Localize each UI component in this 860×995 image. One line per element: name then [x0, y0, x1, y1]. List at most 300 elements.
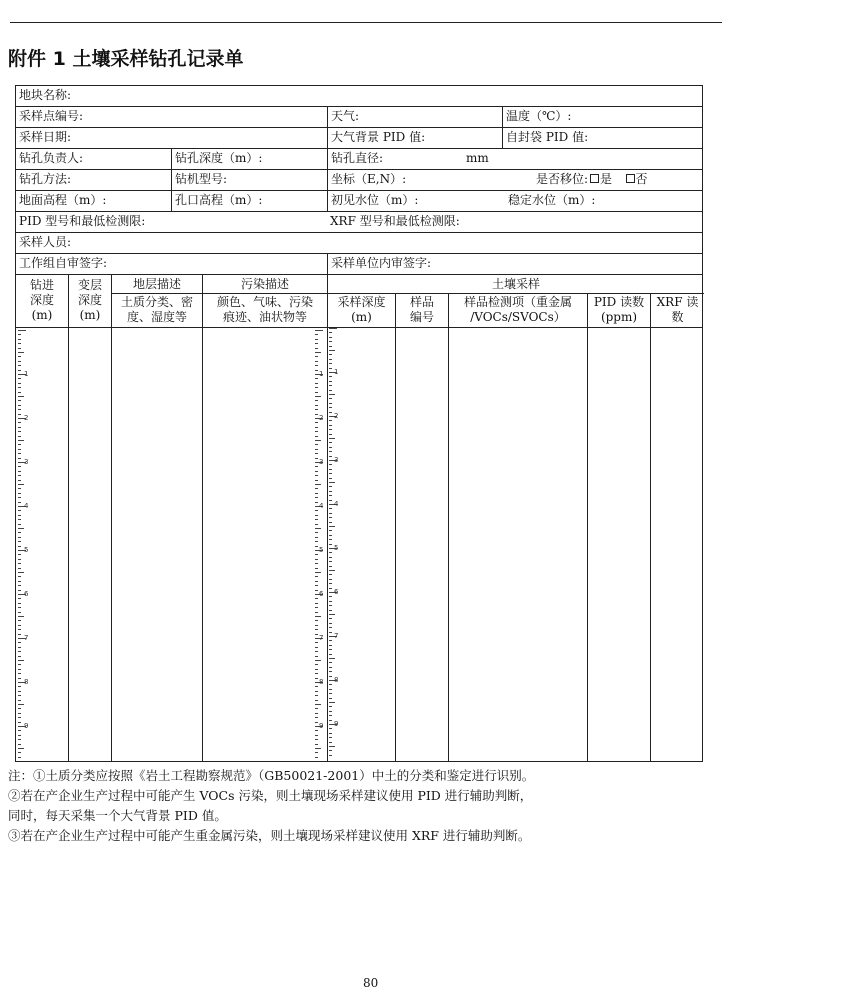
ruler-tick [18, 392, 21, 393]
ruler-tick [315, 528, 321, 529]
ruler-tick [329, 693, 332, 694]
ruler-tick [329, 517, 332, 518]
ruler-tick [18, 343, 21, 344]
ruler-tick [315, 554, 318, 555]
col-divider [111, 328, 112, 761]
ruler-tick [315, 400, 318, 401]
page-title: 附件 1 土壤采样钻孔记录单 [8, 48, 244, 70]
plot-name-field[interactable]: 地块名称: [19, 88, 72, 102]
ruler-tick [329, 601, 332, 602]
ruler-tick [315, 695, 318, 696]
col-layer-depth [68, 275, 111, 327]
ruler-number: 6 [24, 590, 29, 598]
ruler-tick [315, 466, 318, 467]
ruler-tick [315, 568, 318, 569]
row-instrument-models [16, 212, 702, 233]
ruler-tick [329, 610, 332, 611]
ruler-tick [315, 563, 318, 564]
pid-reading-h1: PID 读数 [593, 295, 645, 309]
ruler-tick [329, 381, 332, 382]
row-signatures [16, 254, 702, 275]
ruler-tick [315, 519, 318, 520]
ruler-tick [18, 559, 21, 560]
ruler-tick [329, 359, 332, 360]
ruler-tick [18, 436, 21, 437]
ruler-tick [315, 422, 318, 423]
relocated-yes-label: 是 [600, 172, 613, 186]
ruler-tick [329, 412, 332, 413]
ruler-tick [18, 708, 21, 709]
ruler-tick [18, 572, 24, 573]
ruler-tick [315, 704, 321, 705]
col-sample-depth [327, 294, 395, 327]
ruler-tick [315, 427, 318, 428]
col-divider [448, 328, 449, 761]
ruler-tick [329, 328, 337, 329]
ruler-tick [329, 640, 332, 641]
stable-water-label: 稳定水位（m）: [508, 193, 596, 207]
ruler-tick [329, 561, 332, 562]
ruler-tick [18, 361, 21, 362]
unit-sign-field[interactable]: 采样单位内审签字: [327, 254, 704, 274]
ruler-tick [329, 376, 332, 377]
ruler-tick [329, 605, 332, 606]
sample-depth-h2: (m) [351, 310, 372, 324]
ruler-tick [329, 451, 332, 452]
ruler-tick [18, 757, 21, 758]
ruler-tick [18, 576, 21, 577]
col-divider [587, 328, 588, 761]
coordinates-field[interactable] [327, 170, 704, 190]
ruler-tick [315, 656, 318, 657]
ruler-tick [329, 733, 332, 734]
ruler-tick [315, 348, 318, 349]
sampling-date-field[interactable]: 采样日期: [19, 130, 72, 144]
xrf-model-field[interactable]: XRF 型号和最低检测限: [330, 214, 460, 228]
ruler-tick [18, 519, 21, 520]
ruler-number: 9 [24, 722, 29, 730]
ruler-tick [18, 625, 21, 626]
ruler-tick [315, 458, 318, 459]
soil-sampling-header: 土壤采样 [327, 275, 704, 294]
ruler-tick [18, 409, 21, 410]
ruler-number: 8 [319, 678, 324, 686]
ruler-tick [315, 510, 318, 511]
ruler-tick [329, 728, 332, 729]
ruler-tick [315, 642, 318, 643]
ruler-tick [18, 730, 21, 731]
note-line: 注：①土质分类应按照《岩土工程勘察规范》（GB50021-2001）中土的分类和鉴定进行识别。 [8, 768, 535, 783]
ruler-tick [329, 473, 332, 474]
ruler-tick [315, 343, 318, 344]
ruler-tick [315, 744, 318, 745]
ruler-tick [315, 339, 318, 340]
ruler-tick [315, 546, 318, 547]
ruler-tick [18, 502, 21, 503]
ruler-number: 3 [24, 458, 29, 466]
relocated-yes-checkbox[interactable] [590, 174, 599, 183]
ruler-tick [329, 337, 332, 338]
ruler-tick [329, 398, 332, 399]
water-level-field[interactable] [327, 191, 704, 211]
bag-pid-field[interactable]: 自封袋 PID 值: [502, 128, 704, 148]
ruler-tick [315, 532, 318, 533]
notes [8, 766, 728, 846]
ruler-tick [315, 409, 318, 410]
ruler-tick [315, 559, 318, 560]
ruler-tick [18, 440, 24, 441]
drill-depth-h2: 深度 [29, 293, 54, 307]
ruler-tick [315, 757, 318, 758]
ruler-tick [18, 598, 21, 599]
ruler-tick [329, 429, 332, 430]
ruler-tick [329, 566, 332, 567]
ruler-tick [315, 647, 318, 648]
ruler-number: 2 [334, 412, 339, 420]
ruler-tick [329, 596, 332, 597]
drill-diameter-field[interactable] [327, 149, 704, 169]
ruler-number: 5 [24, 546, 29, 554]
ruler-tick [18, 444, 21, 445]
ruler-tick [18, 330, 26, 331]
ruler-tick [18, 616, 24, 617]
row-sampling-date [16, 128, 702, 149]
ruler-tick [18, 607, 21, 608]
ruler-tick [315, 515, 318, 516]
ruler-number: 9 [319, 722, 324, 730]
ruler-tick [315, 713, 318, 714]
weather-field[interactable]: 天气: [327, 107, 502, 127]
ruler-tick [315, 431, 318, 432]
ruler-tick [329, 689, 332, 690]
test-items-h2: /VOCs/SVOCs） [470, 310, 566, 324]
ruler-tick [315, 752, 318, 753]
ruler-tick [329, 420, 332, 421]
ruler-tick [329, 552, 332, 553]
ruler-tick [18, 656, 21, 657]
ruler-tick [329, 385, 332, 386]
ruler-number: 4 [319, 502, 324, 510]
ruler-tick [18, 378, 21, 379]
col-drill-depth [16, 275, 68, 327]
ruler-tick [18, 400, 21, 401]
ruler-tick [329, 667, 332, 668]
ruler-tick [18, 647, 21, 648]
ruler-tick [18, 691, 21, 692]
ruler-tick [315, 378, 318, 379]
ruler-tick [329, 434, 332, 435]
ruler-tick [315, 444, 318, 445]
ruler-tick [329, 478, 332, 479]
ruler-number: 3 [319, 458, 324, 466]
ruler-tick [315, 607, 318, 608]
ruler-tick [18, 488, 21, 489]
ruler-tick [315, 370, 318, 371]
ruler-tick [315, 361, 318, 362]
ruler-tick [18, 664, 21, 665]
ruler-tick [315, 730, 318, 731]
ruler-tick [18, 739, 21, 740]
ruler-tick [315, 686, 318, 687]
ruler-tick [315, 436, 318, 437]
ruler-tick [18, 634, 21, 635]
xrf-reading-h2: 数 [671, 310, 684, 324]
ruler-tick [18, 585, 21, 586]
ruler-tick [18, 563, 21, 564]
ruler-tick [329, 570, 335, 571]
strata-detail-l1: 土质分类、密 [120, 295, 193, 309]
ruler-tick [315, 708, 318, 709]
ruler-number: 6 [334, 588, 339, 596]
layer-depth-h2: 深度 [77, 293, 102, 307]
ruler-tick [329, 632, 332, 633]
row-drill-leader [16, 149, 702, 170]
ruler-tick [329, 469, 332, 470]
ruler-tick [18, 370, 21, 371]
ruler-tick [18, 546, 21, 547]
ruler-tick [18, 590, 21, 591]
ruler-number: 9 [334, 720, 339, 728]
ground-elevation-field[interactable]: 地面高程（m）: [19, 193, 107, 207]
sampler-field[interactable]: 采样人员: [19, 235, 72, 249]
ruler-tick [329, 350, 335, 351]
relocated-no-checkbox[interactable] [626, 174, 635, 183]
ruler-tick [329, 720, 332, 721]
col-divider [327, 328, 328, 761]
ruler-tick [18, 528, 24, 529]
ruler-tick [315, 748, 321, 749]
ruler-number: 2 [24, 414, 29, 422]
ruler-tick [315, 581, 318, 582]
ruler-tick [315, 629, 318, 630]
ruler-tick [329, 645, 332, 646]
ruler-tick [329, 447, 332, 448]
page-number: 80 [363, 976, 379, 990]
ruler-tick [329, 407, 332, 408]
ruler-tick [315, 634, 318, 635]
ruler-tick [329, 614, 335, 615]
ruler-tick [18, 449, 21, 450]
ruler-tick [18, 422, 21, 423]
ruler-tick [18, 695, 21, 696]
ruler-tick [18, 603, 21, 604]
col-sample-no [395, 294, 448, 327]
ruler-number: 1 [319, 370, 324, 378]
initial-water-label: 初见水位（m）: [331, 193, 419, 207]
ruler-tick [18, 484, 24, 485]
drill-depth-h1: 钻进 [29, 278, 54, 292]
layer-depth-h1: 变层 [77, 278, 102, 292]
ruler-tick [329, 618, 332, 619]
ruler-tick [329, 737, 332, 738]
ruler-tick [18, 365, 21, 366]
ruler-tick [315, 612, 318, 613]
col-pid-reading [587, 294, 650, 327]
ruler-number: 2 [319, 414, 324, 422]
drill-diameter-unit: mm [466, 151, 489, 165]
col-divider [650, 328, 651, 761]
ruler-tick [18, 356, 21, 357]
pid-model-field[interactable]: PID 型号和最低检测限: [19, 214, 146, 228]
sample-depth-h1: 采样深度 [337, 295, 386, 309]
drill-depth-field[interactable]: 钻孔深度（m）: [171, 149, 327, 169]
ruler-tick [329, 662, 332, 663]
ruler-tick [18, 414, 21, 415]
ruler-tick [315, 440, 321, 441]
ruler-tick [315, 484, 321, 485]
ruler-tick [329, 368, 332, 369]
ruler-tick [315, 356, 318, 357]
ruler-tick [329, 755, 332, 756]
ruler-tick [329, 684, 332, 685]
row-elevation [16, 191, 702, 212]
ruler-number: 7 [334, 632, 339, 640]
ruler-tick [18, 660, 24, 661]
col-divider [68, 328, 69, 761]
ruler-tick [18, 722, 21, 723]
ruler-tick [18, 352, 24, 353]
ruler-tick [18, 612, 21, 613]
ruler-tick [18, 471, 21, 472]
strata-detail-l2: 度、湿度等 [126, 310, 187, 324]
note-line: 同时，每天采集一个大气背景 PID 值。 [8, 808, 227, 823]
ruler-tick [18, 348, 21, 349]
drill-diameter-label: 钻孔直径: [331, 151, 384, 165]
ruler-tick [329, 539, 332, 540]
ruler-tick [18, 480, 21, 481]
ruler-tick [329, 341, 332, 342]
ruler-tick [329, 456, 332, 457]
ruler-tick [315, 334, 318, 335]
ruler-tick [18, 334, 21, 335]
row-sampler [16, 233, 702, 254]
ruler-number: 4 [24, 502, 29, 510]
ruler-tick [315, 590, 318, 591]
test-items-h1: 样品检测项（重金属 [463, 295, 572, 309]
relocated-label: 是否移位: [536, 172, 589, 186]
ruler-tick [315, 396, 321, 397]
ruler-tick [315, 669, 318, 670]
ruler-tick [18, 642, 21, 643]
ruler-tick [315, 735, 318, 736]
ruler-tick [18, 497, 21, 498]
ruler-number: 7 [319, 634, 324, 642]
ruler-tick [329, 482, 335, 483]
atm-pid-field[interactable]: 大气背景 PID 值: [327, 128, 502, 148]
drill-method-field[interactable]: 钻孔方法: [19, 172, 72, 186]
ruler-tick [18, 748, 24, 749]
ruler-tick [329, 588, 332, 589]
ruler-tick [315, 453, 318, 454]
ruler-tick [329, 363, 332, 364]
ruler-tick [315, 572, 321, 573]
drill-leader-field[interactable]: 钻孔负责人: [19, 151, 84, 165]
sample-point-no-field[interactable]: 采样点编号: [19, 109, 84, 123]
ruler-tick [18, 339, 21, 340]
pollution-detail [202, 294, 327, 327]
ruler-tick [18, 510, 21, 511]
ruler-tick [18, 458, 21, 459]
ruler-tick [315, 365, 318, 366]
ruler-tick [18, 678, 21, 679]
relocated-group [536, 170, 648, 189]
sample-no-h1: 样品 [409, 295, 434, 309]
ruler-tick [329, 530, 332, 531]
ruler-tick [18, 700, 21, 701]
ruler-tick [18, 405, 21, 406]
ruler-tick [315, 603, 318, 604]
ruler-tick [18, 686, 21, 687]
hole-elevation-field[interactable]: 孔口高程（m）: [171, 191, 327, 211]
ruler-tick [315, 616, 321, 617]
rig-model-field[interactable]: 钻机型号: [171, 170, 327, 190]
ruler-tick [315, 739, 318, 740]
ruler-tick [315, 717, 318, 718]
ruler-tick [315, 405, 318, 406]
temperature-field[interactable]: 温度（℃）: [502, 107, 704, 127]
ruler-tick [18, 673, 21, 674]
ruler-number: 6 [319, 590, 324, 598]
ruler-tick [329, 658, 335, 659]
ruler-number: 5 [334, 544, 339, 552]
ruler-tick [18, 735, 21, 736]
ruler-tick [315, 330, 323, 331]
ruler-tick [18, 620, 21, 621]
ruler-tick [329, 394, 335, 395]
ruler-tick [315, 449, 318, 450]
ruler-tick [18, 713, 21, 714]
ruler-tick [329, 526, 335, 527]
ruler-tick [315, 673, 318, 674]
relocated-no-label: 否 [635, 172, 648, 186]
ruler-tick [18, 453, 21, 454]
ruler-tick [315, 598, 318, 599]
ruler-number: 1 [334, 368, 339, 376]
ruler-tick [315, 387, 318, 388]
ruler-tick [329, 746, 335, 747]
table-body[interactable] [16, 328, 702, 761]
ruler-tick [315, 352, 321, 353]
ruler-tick [315, 722, 318, 723]
ruler-tick [18, 629, 21, 630]
pollution-detail-l2: 痕迹、油状物等 [222, 310, 307, 324]
ruler-tick [18, 717, 21, 718]
ruler-tick [315, 488, 318, 489]
coordinates-label: 坐标（E,N）: [331, 172, 407, 186]
layer-depth-h3: (m) [79, 308, 101, 322]
ruler-tick [329, 500, 332, 501]
ruler-number: 4 [334, 500, 339, 508]
ruler-tick [329, 676, 332, 677]
team-sign-field[interactable]: 工作组自审签字: [19, 256, 108, 270]
pollution-header: 污染描述 [202, 275, 327, 294]
ruler-tick [329, 354, 332, 355]
col-divider [202, 328, 203, 761]
ruler-tick [315, 471, 318, 472]
col-divider [395, 328, 396, 761]
strata-header: 地层描述 [111, 275, 202, 294]
col-test-items [448, 294, 587, 327]
ruler-tick [18, 651, 21, 652]
ruler-tick [315, 414, 318, 415]
sample-no-h2: 编号 [409, 310, 434, 324]
ruler-tick [315, 678, 318, 679]
ruler-tick [315, 585, 318, 586]
strata-detail [111, 294, 202, 327]
ruler-tick [329, 623, 332, 624]
ruler-tick [329, 557, 332, 558]
note-line: ③若在产企业生产过程中可能产生重金属污染，则土壤现场采样建议使用 XRF 进行辅助判断。 [8, 828, 531, 843]
